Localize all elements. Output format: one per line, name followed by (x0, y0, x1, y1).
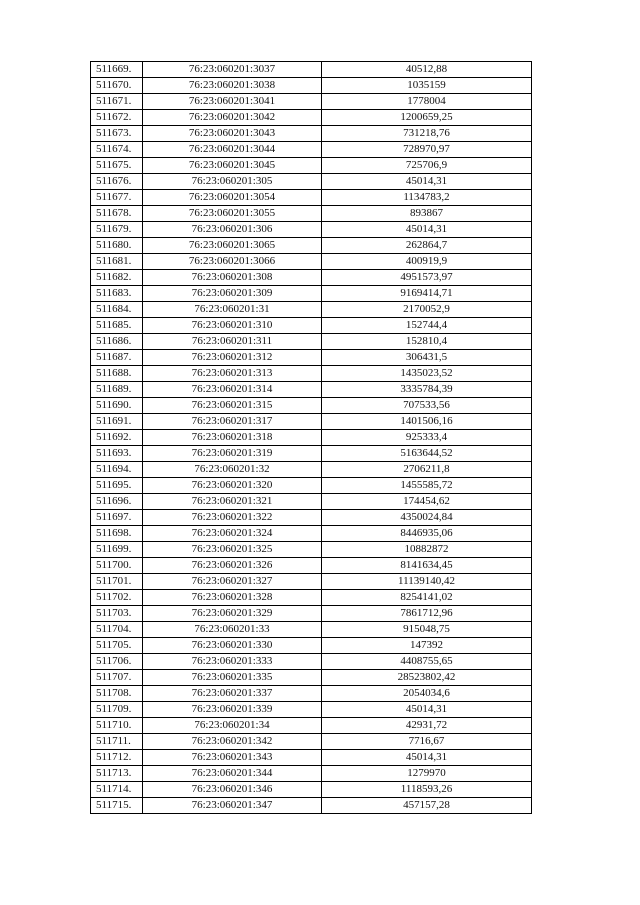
table-row (91, 542, 532, 558)
cadastral-value-cell: 1279970 (322, 766, 532, 782)
table-row (91, 526, 532, 542)
cadastral-value-cell: 915048,75 (322, 622, 532, 638)
cadastral-value-cell: 5163644,52 (322, 446, 532, 462)
cadastral-number-cell: 76:23:060201:325 (143, 542, 322, 558)
row-number-cell: 511674. (91, 142, 143, 158)
row-number-cell: 511712. (91, 750, 143, 766)
table-row (91, 638, 532, 654)
row-number-cell: 511711. (91, 734, 143, 750)
row-number-cell: 511675. (91, 158, 143, 174)
cadastral-number-cell: 76:23:060201:320 (143, 478, 322, 494)
row-number-cell: 511695. (91, 478, 143, 494)
table-row (91, 222, 532, 238)
table-row (91, 558, 532, 574)
cadastral-number-cell: 76:23:060201:347 (143, 798, 322, 814)
table-row (91, 190, 532, 206)
cadastral-number-cell: 76:23:060201:31 (143, 302, 322, 318)
row-number-cell: 511669. (91, 62, 143, 78)
table-row (91, 750, 532, 766)
table-row (91, 702, 532, 718)
row-number-cell: 511708. (91, 686, 143, 702)
cadastral-number-cell: 76:23:060201:3037 (143, 62, 322, 78)
table-row (91, 398, 532, 414)
cadastral-value-cell: 147392 (322, 638, 532, 654)
cadastral-number-cell: 76:23:060201:3066 (143, 254, 322, 270)
cadastral-number-cell: 76:23:060201:335 (143, 670, 322, 686)
cadastral-number-cell: 76:23:060201:333 (143, 654, 322, 670)
cadastral-value-cell: 9169414,71 (322, 286, 532, 302)
cadastral-value-cell: 731218,76 (322, 126, 532, 142)
row-number-cell: 511679. (91, 222, 143, 238)
table-row (91, 510, 532, 526)
row-number-cell: 511704. (91, 622, 143, 638)
row-number-cell: 511687. (91, 350, 143, 366)
cadastral-value-cell: 4408755,65 (322, 654, 532, 670)
row-number-cell: 511709. (91, 702, 143, 718)
cadastral-value-cell: 893867 (322, 206, 532, 222)
row-number-cell: 511713. (91, 766, 143, 782)
cadastral-value-cell: 28523802,42 (322, 670, 532, 686)
row-number-cell: 511710. (91, 718, 143, 734)
cadastral-number-cell: 76:23:060201:344 (143, 766, 322, 782)
cadastral-value-cell: 11139140,42 (322, 574, 532, 590)
table-row (91, 382, 532, 398)
cadastral-value-cell: 2054034,6 (322, 686, 532, 702)
cadastral-number-cell: 76:23:060201:337 (143, 686, 322, 702)
cadastral-number-cell: 76:23:060201:3054 (143, 190, 322, 206)
table-row (91, 574, 532, 590)
cadastral-value-cell: 174454,62 (322, 494, 532, 510)
cadastral-number-cell: 76:23:060201:326 (143, 558, 322, 574)
cadastral-number-cell: 76:23:060201:312 (143, 350, 322, 366)
row-number-cell: 511702. (91, 590, 143, 606)
cadastral-value-cell: 1435023,52 (322, 366, 532, 382)
cadastral-number-cell: 76:23:060201:330 (143, 638, 322, 654)
row-number-cell: 511678. (91, 206, 143, 222)
row-number-cell: 511705. (91, 638, 143, 654)
table-row (91, 174, 532, 190)
cadastral-number-cell: 76:23:060201:321 (143, 494, 322, 510)
cadastral-number-cell: 76:23:060201:313 (143, 366, 322, 382)
cadastral-number-cell: 76:23:060201:3045 (143, 158, 322, 174)
table-row (91, 430, 532, 446)
table-row (91, 334, 532, 350)
cadastral-value-cell: 8254141,02 (322, 590, 532, 606)
table-row (91, 590, 532, 606)
cadastral-value-cell: 728970,97 (322, 142, 532, 158)
row-number-cell: 511690. (91, 398, 143, 414)
table-row (91, 766, 532, 782)
cadastral-number-cell: 76:23:060201:308 (143, 270, 322, 286)
cadastral-number-cell: 76:23:060201:3043 (143, 126, 322, 142)
cadastral-value-cell: 262864,7 (322, 238, 532, 254)
row-number-cell: 511672. (91, 110, 143, 126)
cadastral-number-cell: 76:23:060201:310 (143, 318, 322, 334)
table-row (91, 238, 532, 254)
row-number-cell: 511706. (91, 654, 143, 670)
cadastral-number-cell: 76:23:060201:317 (143, 414, 322, 430)
cadastral-number-cell: 76:23:060201:346 (143, 782, 322, 798)
cadastral-number-cell: 76:23:060201:327 (143, 574, 322, 590)
cadastral-number-cell: 76:23:060201:318 (143, 430, 322, 446)
cadastral-value-cell: 4951573,97 (322, 270, 532, 286)
table-row (91, 270, 532, 286)
cadastral-number-cell: 76:23:060201:339 (143, 702, 322, 718)
cadastral-value-cell: 7861712,96 (322, 606, 532, 622)
row-number-cell: 511707. (91, 670, 143, 686)
table-row (91, 670, 532, 686)
row-number-cell: 511692. (91, 430, 143, 446)
row-number-cell: 511682. (91, 270, 143, 286)
cadastral-number-cell: 76:23:060201:311 (143, 334, 322, 350)
row-number-cell: 511683. (91, 286, 143, 302)
table-row (91, 686, 532, 702)
table-row (91, 126, 532, 142)
table-row (91, 78, 532, 94)
row-number-cell: 511673. (91, 126, 143, 142)
cadastral-value-cell: 2170052,9 (322, 302, 532, 318)
cadastral-value-cell: 152810,4 (322, 334, 532, 350)
table-row (91, 110, 532, 126)
cadastral-number-cell: 76:23:060201:306 (143, 222, 322, 238)
table-row (91, 782, 532, 798)
cadastral-number-cell: 76:23:060201:33 (143, 622, 322, 638)
row-number-cell: 511688. (91, 366, 143, 382)
row-number-cell: 511691. (91, 414, 143, 430)
row-number-cell: 511670. (91, 78, 143, 94)
cadastral-value-cell: 1200659,25 (322, 110, 532, 126)
cadastral-number-cell: 76:23:060201:343 (143, 750, 322, 766)
cadastral-value-cell: 2706211,8 (322, 462, 532, 478)
row-number-cell: 511696. (91, 494, 143, 510)
cadastral-number-cell: 76:23:060201:3065 (143, 238, 322, 254)
cadastral-value-cell: 8141634,45 (322, 558, 532, 574)
cadastral-value-cell: 45014,31 (322, 750, 532, 766)
table-row (91, 478, 532, 494)
row-number-cell: 511699. (91, 542, 143, 558)
table-row (91, 206, 532, 222)
cadastral-value-cell: 457157,28 (322, 798, 532, 814)
cadastral-value-cell: 152744,4 (322, 318, 532, 334)
cadastral-value-cell: 8446935,06 (322, 526, 532, 542)
table-row (91, 798, 532, 814)
cadastral-value-cell: 3335784,39 (322, 382, 532, 398)
cadastral-value-cell: 1118593,26 (322, 782, 532, 798)
cadastral-value-cell: 45014,31 (322, 702, 532, 718)
cadastral-value-cell: 1035159 (322, 78, 532, 94)
row-number-cell: 511693. (91, 446, 143, 462)
cadastral-value-cell: 42931,72 (322, 718, 532, 734)
table-row (91, 62, 532, 78)
cadastral-number-cell: 76:23:060201:315 (143, 398, 322, 414)
cadastral-value-cell: 725706,9 (322, 158, 532, 174)
cadastral-number-cell: 76:23:060201:3041 (143, 94, 322, 110)
row-number-cell: 511686. (91, 334, 143, 350)
cadastral-number-cell: 76:23:060201:314 (143, 382, 322, 398)
cadastral-value-cell: 1401506,16 (322, 414, 532, 430)
row-number-cell: 511671. (91, 94, 143, 110)
row-number-cell: 511677. (91, 190, 143, 206)
table-body (91, 62, 532, 814)
cadastral-number-cell: 76:23:060201:328 (143, 590, 322, 606)
table-row (91, 94, 532, 110)
table-row (91, 622, 532, 638)
cadastral-number-cell: 76:23:060201:329 (143, 606, 322, 622)
cadastral-number-cell: 76:23:060201:3055 (143, 206, 322, 222)
row-number-cell: 511680. (91, 238, 143, 254)
cadastral-number-cell: 76:23:060201:3038 (143, 78, 322, 94)
row-number-cell: 511715. (91, 798, 143, 814)
table-row (91, 414, 532, 430)
cadastral-number-cell: 76:23:060201:322 (143, 510, 322, 526)
cadastral-value-cell: 45014,31 (322, 174, 532, 190)
row-number-cell: 511698. (91, 526, 143, 542)
row-number-cell: 511689. (91, 382, 143, 398)
row-number-cell: 511697. (91, 510, 143, 526)
cadastral-value-table (90, 61, 532, 814)
cadastral-value-cell: 45014,31 (322, 222, 532, 238)
cadastral-value-cell: 4350024,84 (322, 510, 532, 526)
cadastral-number-cell: 76:23:060201:3044 (143, 142, 322, 158)
cadastral-value-cell: 925333,4 (322, 430, 532, 446)
table-row (91, 606, 532, 622)
cadastral-value-cell: 400919,9 (322, 254, 532, 270)
table-row (91, 254, 532, 270)
row-number-cell: 511684. (91, 302, 143, 318)
row-number-cell: 511700. (91, 558, 143, 574)
cadastral-value-cell: 1778004 (322, 94, 532, 110)
row-number-cell: 511714. (91, 782, 143, 798)
cadastral-number-cell: 76:23:060201:3042 (143, 110, 322, 126)
table-row (91, 142, 532, 158)
table-row (91, 734, 532, 750)
row-number-cell: 511694. (91, 462, 143, 478)
cadastral-number-cell: 76:23:060201:342 (143, 734, 322, 750)
cadastral-number-cell: 76:23:060201:309 (143, 286, 322, 302)
row-number-cell: 511685. (91, 318, 143, 334)
cadastral-value-cell: 1455585,72 (322, 478, 532, 494)
table-row (91, 494, 532, 510)
cadastral-value-cell: 40512,88 (322, 62, 532, 78)
cadastral-number-cell: 76:23:060201:319 (143, 446, 322, 462)
cadastral-value-cell: 7716,67 (322, 734, 532, 750)
cadastral-number-cell: 76:23:060201:324 (143, 526, 322, 542)
cadastral-value-cell: 306431,5 (322, 350, 532, 366)
cadastral-number-cell: 76:23:060201:305 (143, 174, 322, 190)
table-row (91, 286, 532, 302)
cadastral-number-cell: 76:23:060201:32 (143, 462, 322, 478)
table-row (91, 158, 532, 174)
cadastral-value-cell: 1134783,2 (322, 190, 532, 206)
cadastral-number-cell: 76:23:060201:34 (143, 718, 322, 734)
table-row (91, 462, 532, 478)
row-number-cell: 511676. (91, 174, 143, 190)
table-row (91, 446, 532, 462)
row-number-cell: 511681. (91, 254, 143, 270)
cadastral-value-cell: 707533,56 (322, 398, 532, 414)
table-row (91, 318, 532, 334)
table-row (91, 302, 532, 318)
table-row (91, 718, 532, 734)
table-row (91, 654, 532, 670)
table-row (91, 350, 532, 366)
table-row (91, 366, 532, 382)
cadastral-value-cell: 10882872 (322, 542, 532, 558)
row-number-cell: 511701. (91, 574, 143, 590)
row-number-cell: 511703. (91, 606, 143, 622)
